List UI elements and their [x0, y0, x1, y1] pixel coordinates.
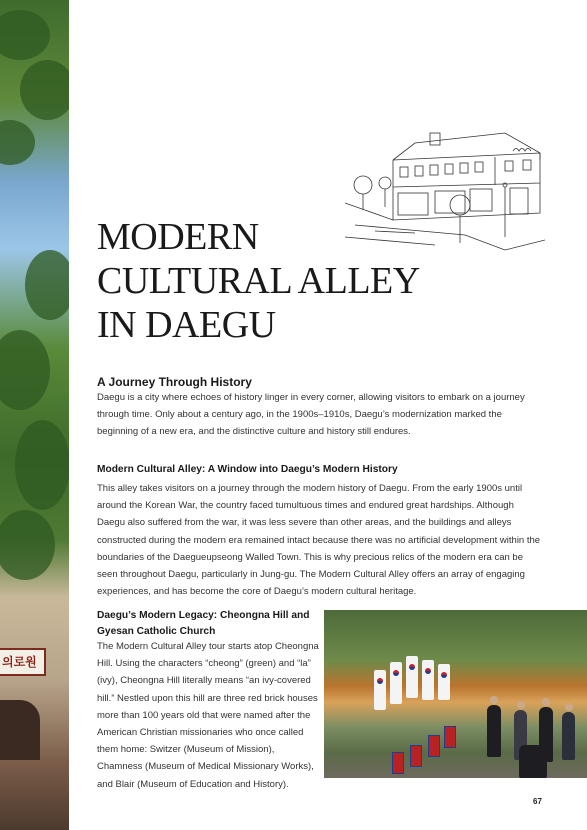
section-body-window: This alley takes visitors on a journey through the modern history of Daegu. From the early 1900s until around the Korean War, the country faced tumultuous times and endured great hardships. Although Daegu also suffered from the war, it was less severe than other areas, and the buildings and alleys constructed during the modern era remained intact because there was no artificial development within the boundaries of the Daegueupseong Walled Town. This is why precious relics of the modern era can be seen throughout Daegu, particularly in Jung-gu. The Modern Cultural Alley offers an array of engaging experiences, and has become the core of Daegu’s modern cultural heritage.: [97, 483, 541, 598]
section-heading-legacy: Daegu’s Modern Legacy: Cheongna Hill and Gyesan Catholic Church: [97, 610, 310, 637]
page-title: [97, 215, 420, 347]
title-line-3: IN DAEGU: [97, 304, 276, 346]
section-body-journey: Daegu is a city where echoes of history linger in every corner, allowing visitors to embark on a journey through time. Only about a century ago, in the 1900s–1910s, Daegu’s modernization marked the beginning of a new era, and the distinctive culture and history still endures.: [97, 392, 525, 438]
building-sign: 의로원: [0, 648, 46, 676]
page-number: 67: [533, 797, 542, 806]
title-line-2: CULTURAL ALLEY: [97, 260, 420, 302]
title-line-1: MODERN: [97, 216, 259, 258]
side-photo-trees-building: [0, 0, 69, 830]
section-heading-journey: A Journey Through History: [97, 375, 252, 389]
section-body-legacy: The Modern Cultural Alley tour starts atop Cheongna Hill. Using the characters “cheong” (green) and “la” (ivy), Cheongna Hill literally means “an ivy-covered hill.” Nestled upon this hill are three red brick houses more than 100 years old that were named after the American Christian missionaries who once called them home: Switzer (Museum of Mission), Chamness (Museum of Medical Missionary Works), and Blair (Museum of Education and History).: [97, 641, 319, 790]
building-arch: [0, 700, 40, 760]
photo-cheongna-hill-flags: [324, 610, 587, 778]
section-heading-window: Modern Cultural Alley: A Window into Daegu’s Modern History: [97, 464, 398, 475]
